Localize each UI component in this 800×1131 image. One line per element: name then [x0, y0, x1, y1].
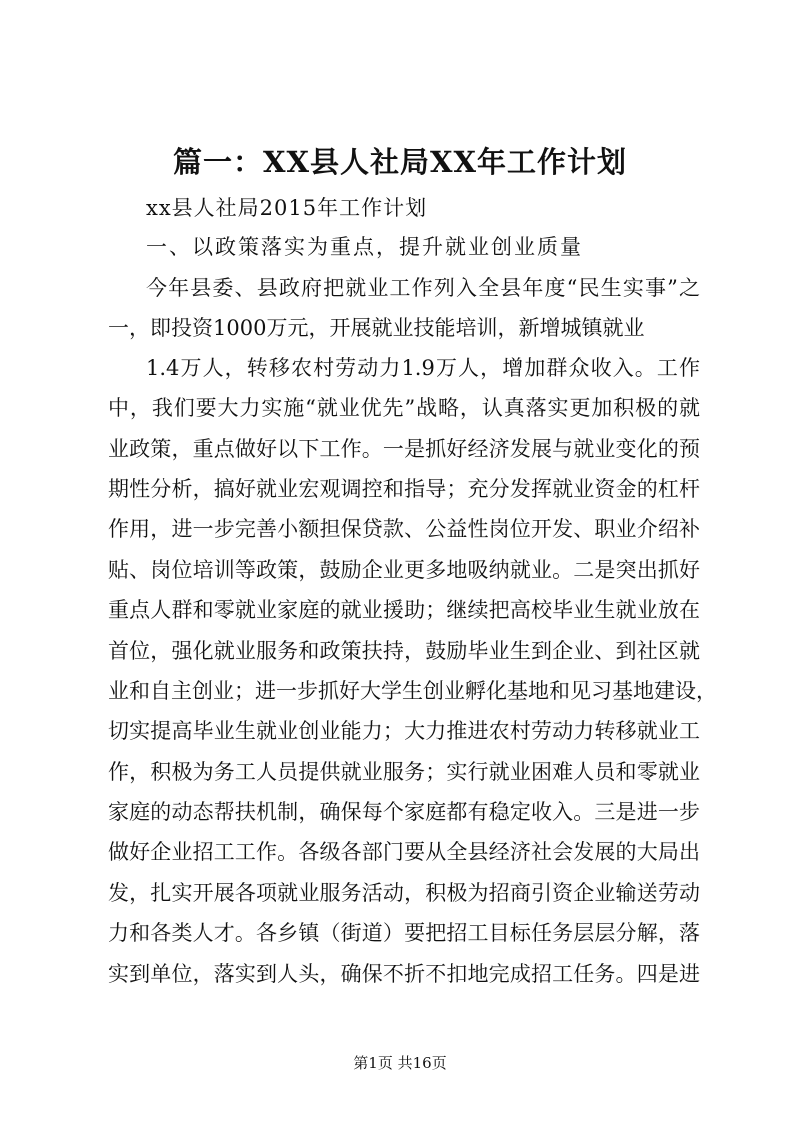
page-number: 第1页 共16页: [353, 1054, 447, 1072]
body-line: 中，我们要大力实施“就业优先”战略，认真落实更加积极的就: [108, 396, 700, 420]
body-line: 今年县委、县政府把就业工作列入全县年度“民生实事”之: [146, 276, 700, 300]
body-line: 切实提高毕业生就业创业能力；大力推进农村劳动力转移就业工: [108, 719, 700, 743]
body-line: 业政策，重点做好以下工作。一是抓好经济发展与就业变化的预: [108, 437, 700, 461]
body-line: 作用，进一步完善小额担保贷款、公益性岗位开发、职业介绍补: [108, 517, 700, 541]
body-line: 家庭的动态帮扶机制，确保每个家庭都有稳定收入。三是进一步: [108, 800, 700, 824]
body-line: 作，积极为务工人员提供就业服务；实行就业困难人员和零就业: [108, 760, 700, 784]
body-line: 一，即投资1000万元，开展就业技能培训，新增城镇就业: [108, 316, 645, 340]
body-line: 发，扎实开展各项就业服务活动，积极为招商引资企业输送劳动: [108, 881, 700, 905]
body-line: 重点人群和零就业家庭的就业援助；继续把高校毕业生就业放在: [108, 598, 700, 622]
body-line: 力和各类人才。各乡镇（街道）要把招工目标任务层层分解，落: [108, 921, 700, 945]
body-line: 期性分析，搞好就业宏观调控和指导；充分发挥就业资金的杠杆: [108, 477, 700, 501]
body-line: 首位，强化就业服务和政策扶持，鼓励毕业生到企业、到社区就: [108, 639, 700, 663]
document-title: 篇一：XX县人社局XX年工作计划: [172, 145, 627, 179]
body-line: 做好企业招工工作。各级各部门要从全县经济社会发展的大局出: [108, 840, 700, 864]
body-line: 1.4万人，转移农村劳动力1.9万人，增加群众收入。工作: [146, 356, 700, 380]
body-line: 业和自主创业；进一步抓好大学生创业孵化基地和见习基地建设，: [108, 679, 717, 703]
section-heading: 一、以政策落实为重点，提升就业创业质量: [146, 235, 583, 259]
body-line: 贴、岗位培训等政策，鼓励企业更多地吸纳就业。二是突出抓好: [108, 558, 700, 582]
body-line: 实到单位，落实到人头，确保不折不扣地完成招工任务。四是进: [108, 962, 700, 986]
document-subtitle: xx县人社局2015年工作计划: [146, 196, 428, 220]
